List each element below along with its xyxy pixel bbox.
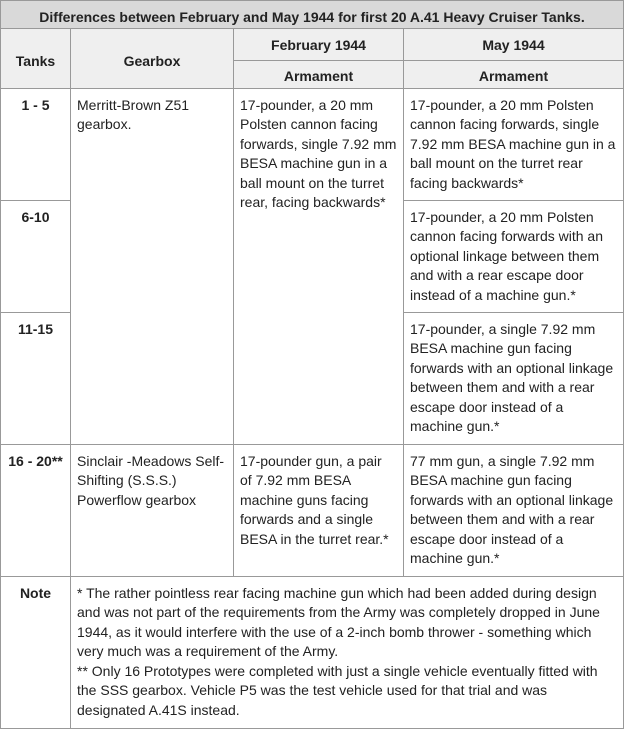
may-armament-cell: 77 mm gun, a single 7.92 mm BESA machine gun facing forwards with an optional linkage between them and with a rear escape door instead of a machine gun.* <box>404 444 624 576</box>
note-text <box>71 576 624 728</box>
may-armament-cell: 17-pounder, a single 7.92 mm BESA machine gun facing forwards with an optional linkage between them and with a rear escape door instead of a machine gun.* <box>404 312 624 444</box>
may-armament-cell: 17-pounder, a 20 mm Polsten cannon facing forwards, single 7.92 mm BESA machine gun in a ball mount on the turret rear facing backwards* <box>404 88 624 200</box>
header-february: February 1944 <box>234 28 404 60</box>
gearbox-cell: Sinclair -Meadows Self-Shifting (S.S.S.) Powerflow gearbox <box>71 444 234 576</box>
tanks-cell: 6-10 <box>1 200 71 312</box>
table-row <box>1 88 624 200</box>
february-armament-cell: 17-pounder, a 20 mm Polsten cannon facing forwards, single 7.92 mm BESA machine gun in a ball mount on the turret rear, facing backwards* <box>234 88 404 444</box>
header-tanks: Tanks <box>1 28 71 88</box>
header-armament-february: Armament <box>234 60 404 88</box>
note-footnote-single: * The rather pointless rear facing machine gun which had been added during design and was not part of the requirements from the Army was completely dropped in June 1944, as it would interfere with the use of a 2-inch bomb thrower - something which very much was a requirement of the Army. <box>77 584 600 659</box>
table-title: Differences between February and May 1944 for first 20 A.41 Heavy Cruiser Tanks. <box>1 1 624 29</box>
header-gearbox: Gearbox <box>71 28 234 88</box>
header-may: May 1944 <box>404 28 624 60</box>
tanks-cell: 11-15 <box>1 312 71 444</box>
header-armament-may: Armament <box>404 60 624 88</box>
note-footnote-double: ** Only 16 Prototypes were completed with just a single vehicle eventually fitted with the SSS gearbox. Vehicle P5 was the test vehicle used for that trial and was designated A.41S instead. <box>77 662 598 718</box>
note-row <box>1 576 624 728</box>
may-armament-cell: 17-pounder, a 20 mm Polsten cannon facing forwards with an optional linkage between them and with a rear escape door instead of a machine gun.* <box>404 200 624 312</box>
table-row <box>1 444 624 576</box>
note-label: Note <box>1 576 71 728</box>
february-armament-cell: 17-pounder gun, a pair of 7.92 mm BESA machine guns facing forwards and a single BESA in the turret rear.* <box>234 444 404 576</box>
gearbox-cell: Merritt-Brown Z51 gearbox. <box>71 88 234 444</box>
tanks-cell: 16 - 20** <box>1 444 71 576</box>
tanks-cell: 1 - 5 <box>1 88 71 200</box>
